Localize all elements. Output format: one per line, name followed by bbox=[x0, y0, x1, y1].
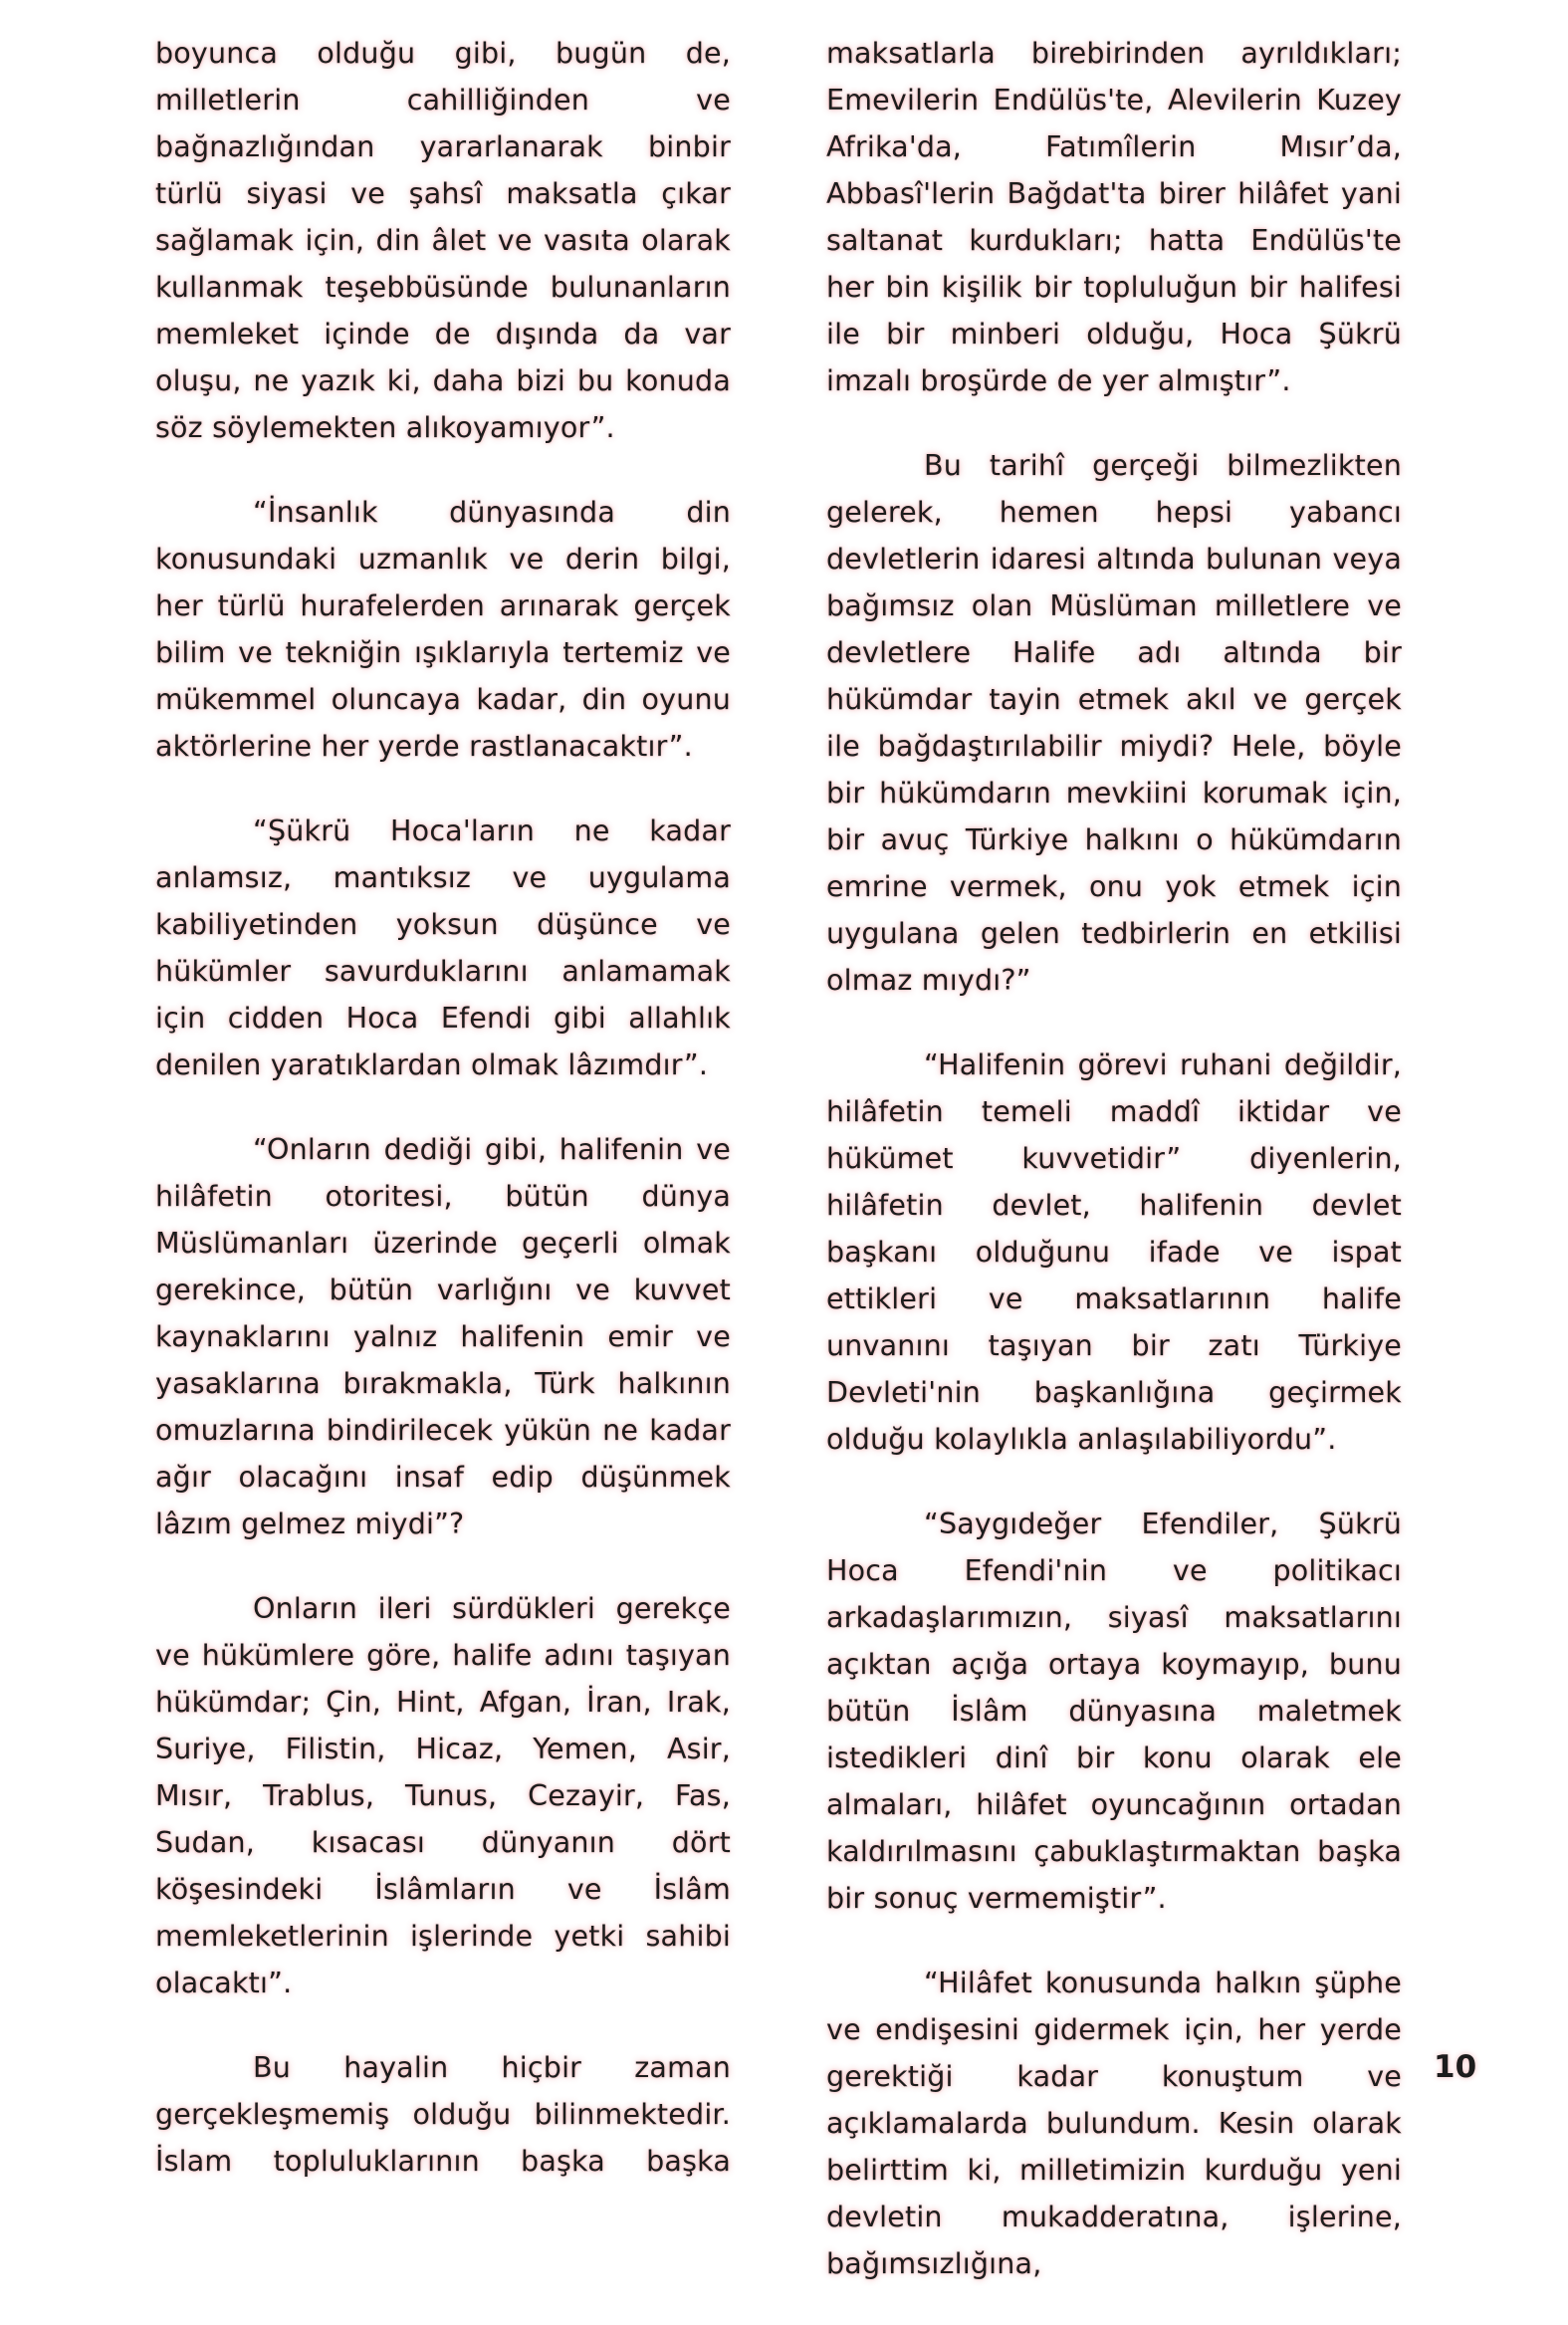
paragraph: “Onların dediği gibi, halifenin ve hilâfetin otoritesi, bütün dünya Müslümanları üzerinde geçerli olmak gerekince, bütün varlığını ve kuvvet kaynaklarını yalnız halifenin emir ve yasaklarına bırakmakla, Türk halkının omuzlarına bindirilecek yükün ne kadar ağır olacağını insaf edip düşünmek lâzım gelmez miydi”? bbox=[155, 1133, 731, 1540]
paragraph: “Halifenin görevi ruhani değildir, hilâfetin temeli maddî iktidar ve hükümet kuvvetidir” diyenlerin, hilâfetin devlet, halifenin devlet başkanı olduğunu ifade ve ispat ettikleri ve maksatlarının halife unvanını taşıyan bir zatı Türkiye Devleti'nin başkanlığına geçirmek olduğu kolaylıkla anlaşılabiliyordu”. bbox=[826, 1048, 1402, 1456]
left-text-column bbox=[155, 30, 731, 2222]
paragraph: “Hilâfet konusunda halkın şüphe ve endişesini gidermek için, her yerde gerektiği kadar konuştum ve açıklamalarda bulundum. Kesin olarak belirttim ki, milletimizin kurduğu yeni devletin mukadderatına, işlerine, bağımsızlığına, bbox=[826, 1967, 1402, 2280]
paragraph: “Şükrü Hoca'ların ne kadar anlamsız, mantıksız ve uygulama kabiliyetinden yoksun düşünce ve hükümler savurduklarını anlamamak için cidden Hoca Efendi gibi allahlık denilen yaratıklardan olmak lâzımdır”. bbox=[155, 814, 731, 1081]
paragraph: “İnsanlık dünyasında din konusundaki uzmanlık ve derin bilgi, her türlü hurafelerden arınarak gerçek bilim ve tekniğin ışıklarıyla tertemiz ve mükemmel oluncaya kadar, din oyunu aktörlerine her yerde rastlanacaktır”. bbox=[155, 496, 731, 763]
paragraph: “Saygıdeğer Efendiler, Şükrü Hoca Efendi'nin ve politikacı arkadaşlarımızın, siyasî maksatlarını açıktan açığa ortaya koymayıp, bunu bütün İslâm dünyasına maletmek istedikleri dinî bir konu olarak ele almaları, hilâfet oyuncağının ortadan kaldırılmasını çabuklaştırmaktan başka bir sonuç vermemiştir”. bbox=[826, 1508, 1402, 1915]
paragraph: Bu tarihî gerçeği bilmezlikten gelerek, hemen hepsi yabancı devletlerin idaresi altında bulunan veya bağımsız olan Müslüman milletlere ve devletlere Halife adı altında bir hükümdar tayin etmek akıl ve gerçek ile bağdaştırılabilir miydi? Hele, böyle bir hükümdarın mevkiini korumak için, bir avuç Türkiye halkını o hükümdarın emrine vermek, onu yok etmek için uygulana gelen tedbirlerin en etkilisi olmaz mıydı?” bbox=[826, 449, 1402, 997]
right-text-column bbox=[826, 30, 1402, 2325]
paragraph: boyunca olduğu gibi, bugün de, milletlerin cahilliğinden ve bağnazlığından yararlanarak binbir türlü siyasi ve şahsî maksatla çıkar sağlamak için, din âlet ve vasıta olarak kullanmak teşebbüsünde bulunanların memleket içinde de dışında da var oluşu, ne yazık ki, daha bizi bu konuda söz söylemekten alıkoyamıyor”. bbox=[155, 37, 731, 444]
paragraph: Bu hayalin hiçbir zaman gerçekleşmemiş olduğu bilinmektedir. İslam topluluklarının başka başka bbox=[155, 2051, 731, 2178]
paragraph: maksatlarla birebirinden ayrıldıkları; Emevilerin Endülüs'te, Alevilerin Kuzey Afrika'da, Fatımîlerin Mısır’da, Abbasî'lerin Bağdat'ta birer hilâfet yani saltanat kurdukları; hatta Endülüs'te her bin kişilik bir topluluğun bir halifesi ile bir minberi olduğu, Hoca Şükrü imzalı broşürde de yer almıştır”. bbox=[826, 37, 1402, 397]
page-number: 10 bbox=[1434, 2049, 1477, 2085]
paragraph: Onların ileri sürdükleri gerekçe ve hükümlere göre, halife adını taşıyan hükümdar; Çin, Hint, Afgan, İran, Irak, Suriye, Filistin, Hicaz, Yemen, Asir, Mısır, Trablus, Tunus, Cezayir, Fas, Sudan, kısacası dünyanın dört köşesindeki İslâmların ve İslâm memleketlerinin işlerinde yetki sahibi olacaktı”. bbox=[155, 1592, 731, 1999]
